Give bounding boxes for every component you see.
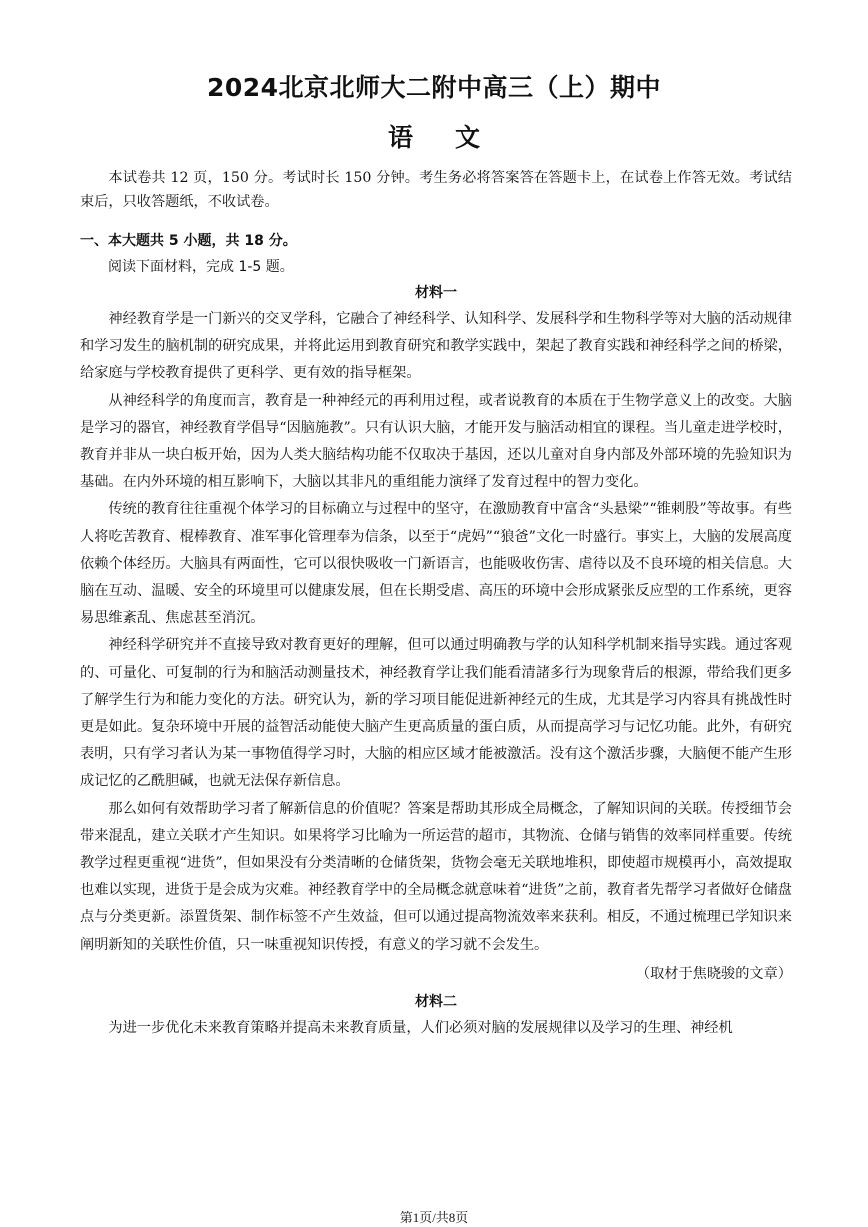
- material-1-paragraph-4: 神经科学研究并不直接导致对教育更好的理解，但可以通过明确教与学的认知科学机制来指导实践。通过客观的、可量化、可复制的行为和脑活动测量技术，神经教育学让我们能看清諸多行为现象背后的根源，带给我们更多了解学生行为和能力变化的方法。研究认为，新的学习项目能促进新神经元的生成，尤其是学习内容具有挑战性时更是如此。复杂环境中开展的益智活动能使大脑产生更高质量的蛋白质，从而提高学习与记忆功能。此外，有研究表明，只有学习者认为某一事物值得学习时，大脑的相应区域才能被激活。没有这个激活步骤，大脑便不能产生形成记忆的乙酰胆碱，也就无法保存新信息。: [80, 637, 792, 790]
- material-1-source: （取材于焦晓骏的文章）: [635, 965, 792, 982]
- subject-title: 语文: [387, 123, 522, 152]
- exam-title: 2024北京北师大二附中高三（上）期中: [206, 73, 662, 102]
- page-content: [80, 166, 792, 1042]
- material-1-paragraph-5: 那么如何有效帮助学习者了解新信息的价值呢？答案是帮助其形成全局概念，了解知识间的关联。传授细节会带来混乱，建立关联才产生知识。如果将学习比喻为一所运营的超市，其物流、仓储与销售的效率同样重要。传统教学过程更重视“进货”，但如果没有分类清晰的仓储货架，货物会毫无关联地堆积，即使超市规模再小，高效提取也难以实现，进货于是会成为灾难。神经教育学中的全局概念就意味着“进货”之前，教育者先帮学习者做好仓储盘点与分类更新。添置货架、制作标签不产生效益，但可以通过提高物流效率来获利。相反，不通过梳理已学知识来阐明新知的关联性价值，只一味重视知识传授，有意义的学习就不会发生。: [80, 800, 792, 953]
- material-1-paragraph-3: 传统的教育往往重视个体学习的目标确立与过程中的坚守，在激励教育中富含“头悬梁”“锥刺股”等故事。有些人将吃苦教育、棍棒教育、准军事化管理奉为信条，以至于“虎妈”“狼爸”文化一时盛行。事实上，大脑的发展高度依赖个体经历。大脑具有两面性，它可以很快吸收一门新语言，也能吸收伤害、虐待以及不良环境的相关信息。大脑在互动、温暖、安全的环境里可以健康发展，但在长期受虐、高压的环境中会形成紧张反应型的工作系统，更容易思维紊乱、焦虑甚至消沉。: [80, 501, 792, 627]
- material-1-paragraph-1: 神经教育学是一门新兴的交叉学科，它融合了神经科学、认知科学、发展科学和生物科学等对大脑的活动规律和学习发生的脑机制的研究成果，并将此运用到教育研究和教学实践中，架起了教育实践和神经科学之间的桥梁，给家庭与学校教育提供了更科学、更有效的指导框架。: [80, 311, 792, 382]
- material-2-title: 材料二: [415, 993, 457, 1010]
- material-1-paragraph-2: 从神经科学的角度而言，教育是一种神经元的再利用过程，或者说教育的本质在于生物学意义上的改变。大脑是学习的器官，神经教育学倡导“因脑施教”。只有认识大脑，才能开发与脑活动相宜的课程。当儿童走进学校时，教育并非从一块白板开始，因为人类大脑结构功能不仅取决于基因，还以儿童对自身内部及外部环境的先验知识为基础。在内外环境的相互影响下，大脑以其非凡的重组能力演绎了发育过程中的智力变化。: [80, 392, 792, 491]
- exam-instructions: 本试卷共 12 页，150 分。考试时长 150 分钟。考生务必将答案答在答题卡上，在试卷上作答无效。考试结束后，只收答题纸，不收试卷。: [80, 170, 792, 210]
- material-1-title: 材料一: [415, 285, 457, 301]
- page-indicator: 第1页/共8页: [399, 1210, 469, 1225]
- material-2-paragraph-1: 为进一步优化未来教育策略并提高未来教育质量，人们必须对脑的发展规律以及学习的生理、神经机: [108, 1019, 733, 1036]
- section-heading: 一、本大题共 5 小题，共 18 分。: [80, 233, 297, 249]
- reading-instruction: 阅读下面材料，完成 1-5 题。: [108, 259, 294, 275]
